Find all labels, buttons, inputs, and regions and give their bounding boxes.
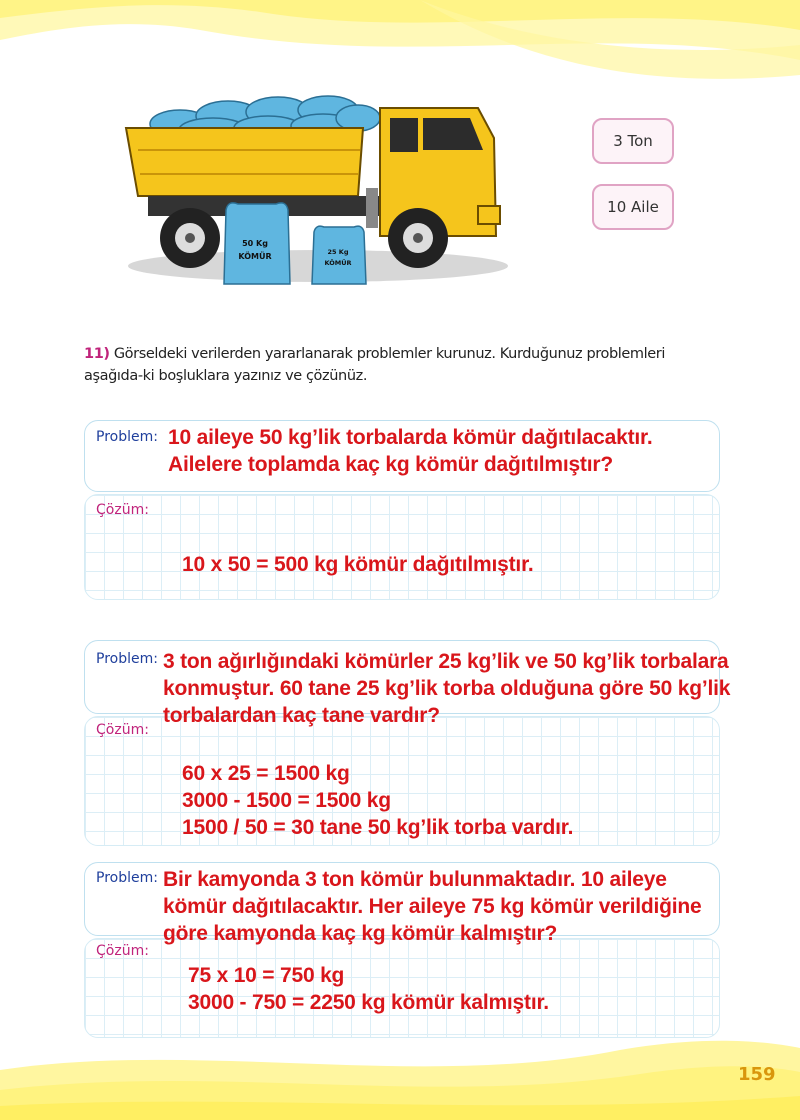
weight-tag: 3 Ton bbox=[592, 118, 674, 164]
problem-3-line-2: kömür dağıtılacaktır. Her aileye 75 kg kömür verildiğine bbox=[163, 895, 702, 918]
solution-1-line-1: 10 x 50 = 500 kg kömür dağıtılmıştır. bbox=[182, 553, 534, 576]
small-bag-weight: 25 Kg bbox=[327, 248, 349, 256]
solution-3-line-2: 3000 - 750 = 2250 kg kömür kalmıştır. bbox=[188, 991, 549, 1014]
solution-grid-1 bbox=[84, 494, 720, 600]
question-number: 11) bbox=[84, 346, 110, 362]
families-tag: 10 Aile bbox=[592, 184, 674, 230]
solution-text-2 bbox=[182, 760, 573, 841]
solution-text-1 bbox=[182, 551, 534, 578]
solution-2-line-1: 60 x 25 = 1500 kg bbox=[182, 762, 350, 785]
problem-3-line-1: Bir kamyonda 3 ton kömür bulunmaktadır. 10 aileye bbox=[163, 868, 667, 891]
solution-label-1: Çözüm: bbox=[96, 502, 149, 518]
problem-2-line-2: konmuştur. 60 tane 25 kg’lik torba olduğuna göre 50 kg’lik bbox=[163, 677, 731, 700]
problem-label-2: Problem: bbox=[96, 651, 158, 667]
problem-label-1: Problem: bbox=[96, 429, 158, 445]
bottom-decoration bbox=[0, 1030, 800, 1120]
dump-truck-illustration bbox=[118, 88, 510, 298]
small-bag-content: KÖMÜR bbox=[324, 259, 352, 267]
page-number: 159 bbox=[738, 1064, 776, 1085]
solution-2-line-2: 3000 - 1500 = 1500 kg bbox=[182, 789, 391, 812]
problem-2-line-3: torbalardan kaç tane vardır? bbox=[163, 704, 440, 727]
solution-text-3 bbox=[188, 962, 549, 1016]
solution-label-2: Çözüm: bbox=[96, 722, 149, 738]
problem-text-1 bbox=[168, 424, 653, 478]
big-bag-weight: 50 Kg bbox=[242, 239, 268, 248]
problem-1-line-2: Ailelere toplamda kaç kg kömür dağıtılmıştır? bbox=[168, 453, 613, 476]
problem-2-line-1: 3 ton ağırlığındaki kömürler 25 kg’lik ve 50 kg’lik torbalara bbox=[163, 650, 729, 673]
problem-text-3 bbox=[163, 866, 702, 947]
question-body: Görseldeki verilerden yararlanarak problemler kurunuz. Kurduğunuz problemleri aşağıda-ki boşluklara yazınız ve çözünüz. bbox=[84, 346, 665, 384]
problem-3-line-3: göre kamyonda kaç kg kömür kalmıştır? bbox=[163, 922, 558, 945]
question-text bbox=[84, 343, 724, 387]
small-bag-label bbox=[316, 247, 360, 269]
solution-3-line-1: 75 x 10 = 750 kg bbox=[188, 964, 345, 987]
big-bag-label bbox=[232, 237, 278, 263]
problem-1-line-1: 10 aileye 50 kg’lik torbalarda kömür dağıtılacaktır. bbox=[168, 426, 653, 449]
solution-2-line-3: 1500 / 50 = 30 tane 50 kg’lik torba vardır. bbox=[182, 816, 574, 839]
big-bag-content: KÖMÜR bbox=[238, 252, 272, 261]
solution-label-3: Çözüm: bbox=[96, 943, 149, 959]
problem-label-3: Problem: bbox=[96, 870, 158, 886]
problem-text-2 bbox=[163, 648, 730, 729]
